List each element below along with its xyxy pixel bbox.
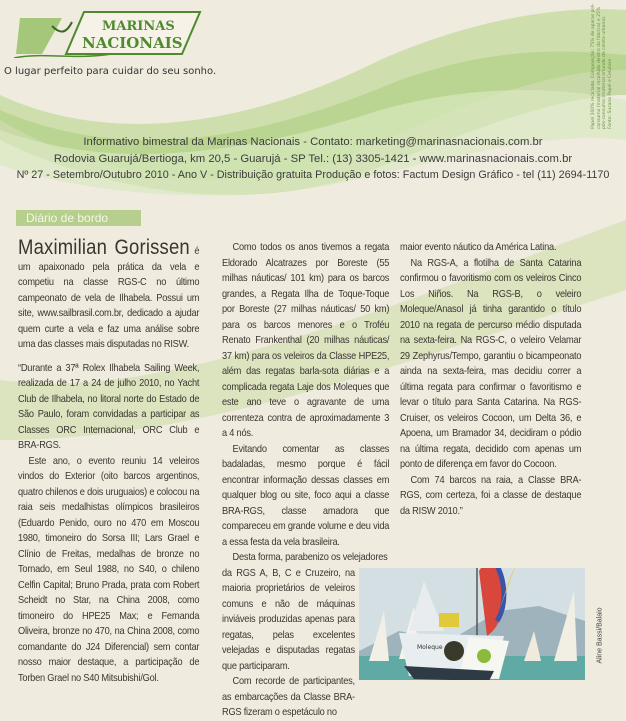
- paragraph: da RGS A, B, C e Cruzeiro, na maioria proprietários de veleiros comuns e não de máquinas inviáveis produzidas apenas para regatas, pelas excelentes velejadas e disputadas regatas que participaram.: [222, 566, 355, 672]
- section-label: Diário de bordo: [16, 210, 141, 226]
- logo-line2: NACIONAIS: [82, 34, 183, 52]
- intro-paragraph: [18, 237, 199, 353]
- paragraph: Na RGS-A, a flotilha de Santa Catarina confirmou o favoritismo com os veleiros Cinco Los Niños. Na RGS-B, o veleiro Moleque/Anasol já tinha garantido o título 2010 na regata de percurso médio disputada na sexta-feira. Na RGS-C, o veleiro Velamar 29 Zephyrus/Tempo, garantiu o bicampeonato ainda na sexta-feira, mas decidiu correr a última regata para confirmar o favoritismo e levar o título para Santa Catarina. Na RGS-Cruiser, os veleiros Cocoon, um Delta 36, e Apoena, um Bramador 34, decidiram o pódio na última regata, decidido com apenas um ponto de diferença em favor do Cocoon.: [400, 256, 582, 470]
- paragraph: Evitando comentar as classes badaladas, mesmo porque é fácil encontrar informação dessas classes em qualquer blog ou site, foco aqui a classe BRA-RGS, classe amadora que compareceu em grande volume e deu vida a essa festa da vela brasileira.: [222, 442, 390, 548]
- article-column-1: [18, 237, 224, 686]
- paragraph: Este ano, o evento reuniu 14 veleiros vindos do Exterior (oito barcos argentinos, quatro chilenos e dois uruguaios) e colocou na raia seis medalhistas olímpicos brasileiros (Eduardo Penido, ouro no 470 em Moscou 1980, timoneiro do Sorsa III; Lars Grael e Clínio de Freitas, medalhas de bronze no Tornado, em Seul 1988, no S40, o chileno Celfin Capital; Bruno Prada, prata com Robert Scheidt no Star, na China 2008, como timoneiro do HPE25 Max; e Fernanda Oliveira, bronze no 470, na China 2008, como comandante do J24 Diferencial) sem contar nosso maior destaque, a participação de Torben Grael no S40 Mitsubishi/Gol.: [18, 454, 200, 684]
- paragraph: maior evento náutico da América Latina.: [400, 241, 557, 253]
- recycled-paper-note: [580, 3, 624, 142]
- author-name: Maximilian Gorissen: [18, 236, 190, 259]
- boat-name: Moleque: [417, 644, 443, 651]
- logo-line1: MARINAS: [102, 19, 175, 34]
- intro-text: é um apaixonado pela prática da vela e competiu na classe RGS-C no último campeonato de vela de Ilhabela. Possui um site, www.sailbrasil.com.br, dedicado a ajudar quem curte a vela e faz uma análise sobre uma das classes mais disputadas no RISW.: [18, 245, 200, 350]
- marinas-nacionais-logo: [12, 10, 202, 58]
- paragraph-first-line: Desta forma, parabenizo os velejadores: [232, 551, 388, 563]
- tagline: O lugar perfeito para cuidar do seu sonho.: [4, 66, 217, 77]
- paragraph: “Durante a 37ª Rolex Ilhabela Sailing Week, realizada de 17 a 24 de julho 2010, no Yacht Club de Ilhabela, no litoral norte do Estado de São Paulo, foram convidadas a participar as Classes ORC Internacional, ORC Club e BRA-RGS.: [18, 361, 200, 451]
- paragraph: Como todos os anos tivemos a regata Eldorado Alcatrazes por Boreste (55 milhas náuticas/ 101 km) para os barcos grandes, a Regata Ilha de Toque-Toque por Boreste (27 milhas náuticas/ 50 km) para os barcos menores e o Troféu Renato Frankenthal (20 milhas náuticas/ 37 km) para os veleiros da Classe HPE25, além das regatas barla-sota diárias e a complicada regata Laje dos Moleques que este ano teve o agravante de uma correnteza contra de aproximadamente 3 a 4 nós.: [222, 241, 390, 439]
- recycled-paper-text: Papel 100% reciclado. Composição: 75% de aparas pré-consumo (material recolhido dentro da fábrica) e 25% pós-consumo (material oriundo da coleta urbana). Fonte: Suzano Papel e Celulose: [591, 3, 613, 129]
- paragraph: Com 74 barcos na raia, a Classe BRA-RGS, com certeza, foi a classe de destaque da RISW 2010.”: [400, 473, 582, 517]
- masthead-line-3: Nº 27 - Setembro/Outubro 2010 - Ano V - Distribuição gratuita Produção e fotos: Factum Design Gráfico - tel (11) 2694-1170: [16, 169, 610, 181]
- sailboat-photo: [359, 568, 585, 680]
- article-column-3: [400, 240, 606, 519]
- masthead-line-1: Informativo bimestral da Marinas Nacionais - Contato: marketing@marinasnacionais.com.br: [83, 136, 543, 148]
- masthead-line-2: Rodovia Guarujá/Bertioga, km 20,5 - Guarujá - SP Tel.: (13) 3305-1421 - www.marinasnacionais.com.br: [53, 153, 573, 165]
- paragraph: Com recorde de participantes, as embarcações da Classe BRA-RGS fizeram o espetáculo no: [222, 675, 355, 718]
- photo-credit: Aline Bassi/Balaio: [596, 607, 604, 664]
